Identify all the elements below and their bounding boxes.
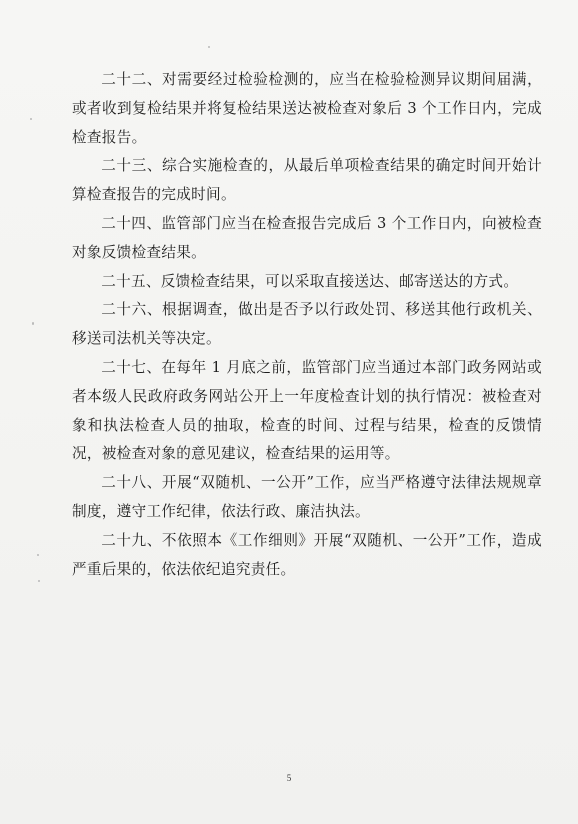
document-body [72,66,542,584]
page-number: 5 [286,773,292,783]
scan-speck [38,580,40,582]
scan-speck [30,118,32,120]
article-26: 二十六、根据调查，做出是否予以行政处罚、移送其他行政机关、移送司法机关等决定。 [72,301,542,348]
article-22: 二十二、对需要经过检验检测的，应当在检验检测异议期间届满，或者收到复检结果并将复检结果送达被检查对象后 3 个工作日内，完成检查报告。 [72,71,542,146]
article-23: 二十三、综合实施检查的，从最后单项检查结果的确定时间开始计算检查报告的完成时间。 [72,157,542,204]
article-29: 二十九、不依照本《工作细则》开展“双随机、一公开”工作，造成严重后果的，依法依纪追究责任。 [72,531,542,578]
article-24: 二十四、监管部门应当在检查报告完成后 3 个工作日内，向被检查对象反馈检查结果。 [72,214,542,261]
scan-speck [208,46,210,48]
article-27: 二十七、在每年 1 月底之前，监管部门应当通过本部门政务网站或者本级人民政府政务网站公开上一年度检查计划的执行情况：被检查对象和执法检查人员的抽取，检查的时间、过程与结果，检查的反馈情况，被检查对象的意见建议，检查结果的运用等。 [72,358,542,463]
scan-speck [32,322,34,325]
article-25: 二十五、反馈检查结果，可以采取直接送达、邮寄送达的方式。 [101,272,519,290]
article-28: 二十八、开展“双随机、一公开”工作，应当严格遵守法律法规规章制度，遵守工作纪律，依法行政、廉洁执法。 [72,474,542,520]
scan-speck [37,554,39,556]
